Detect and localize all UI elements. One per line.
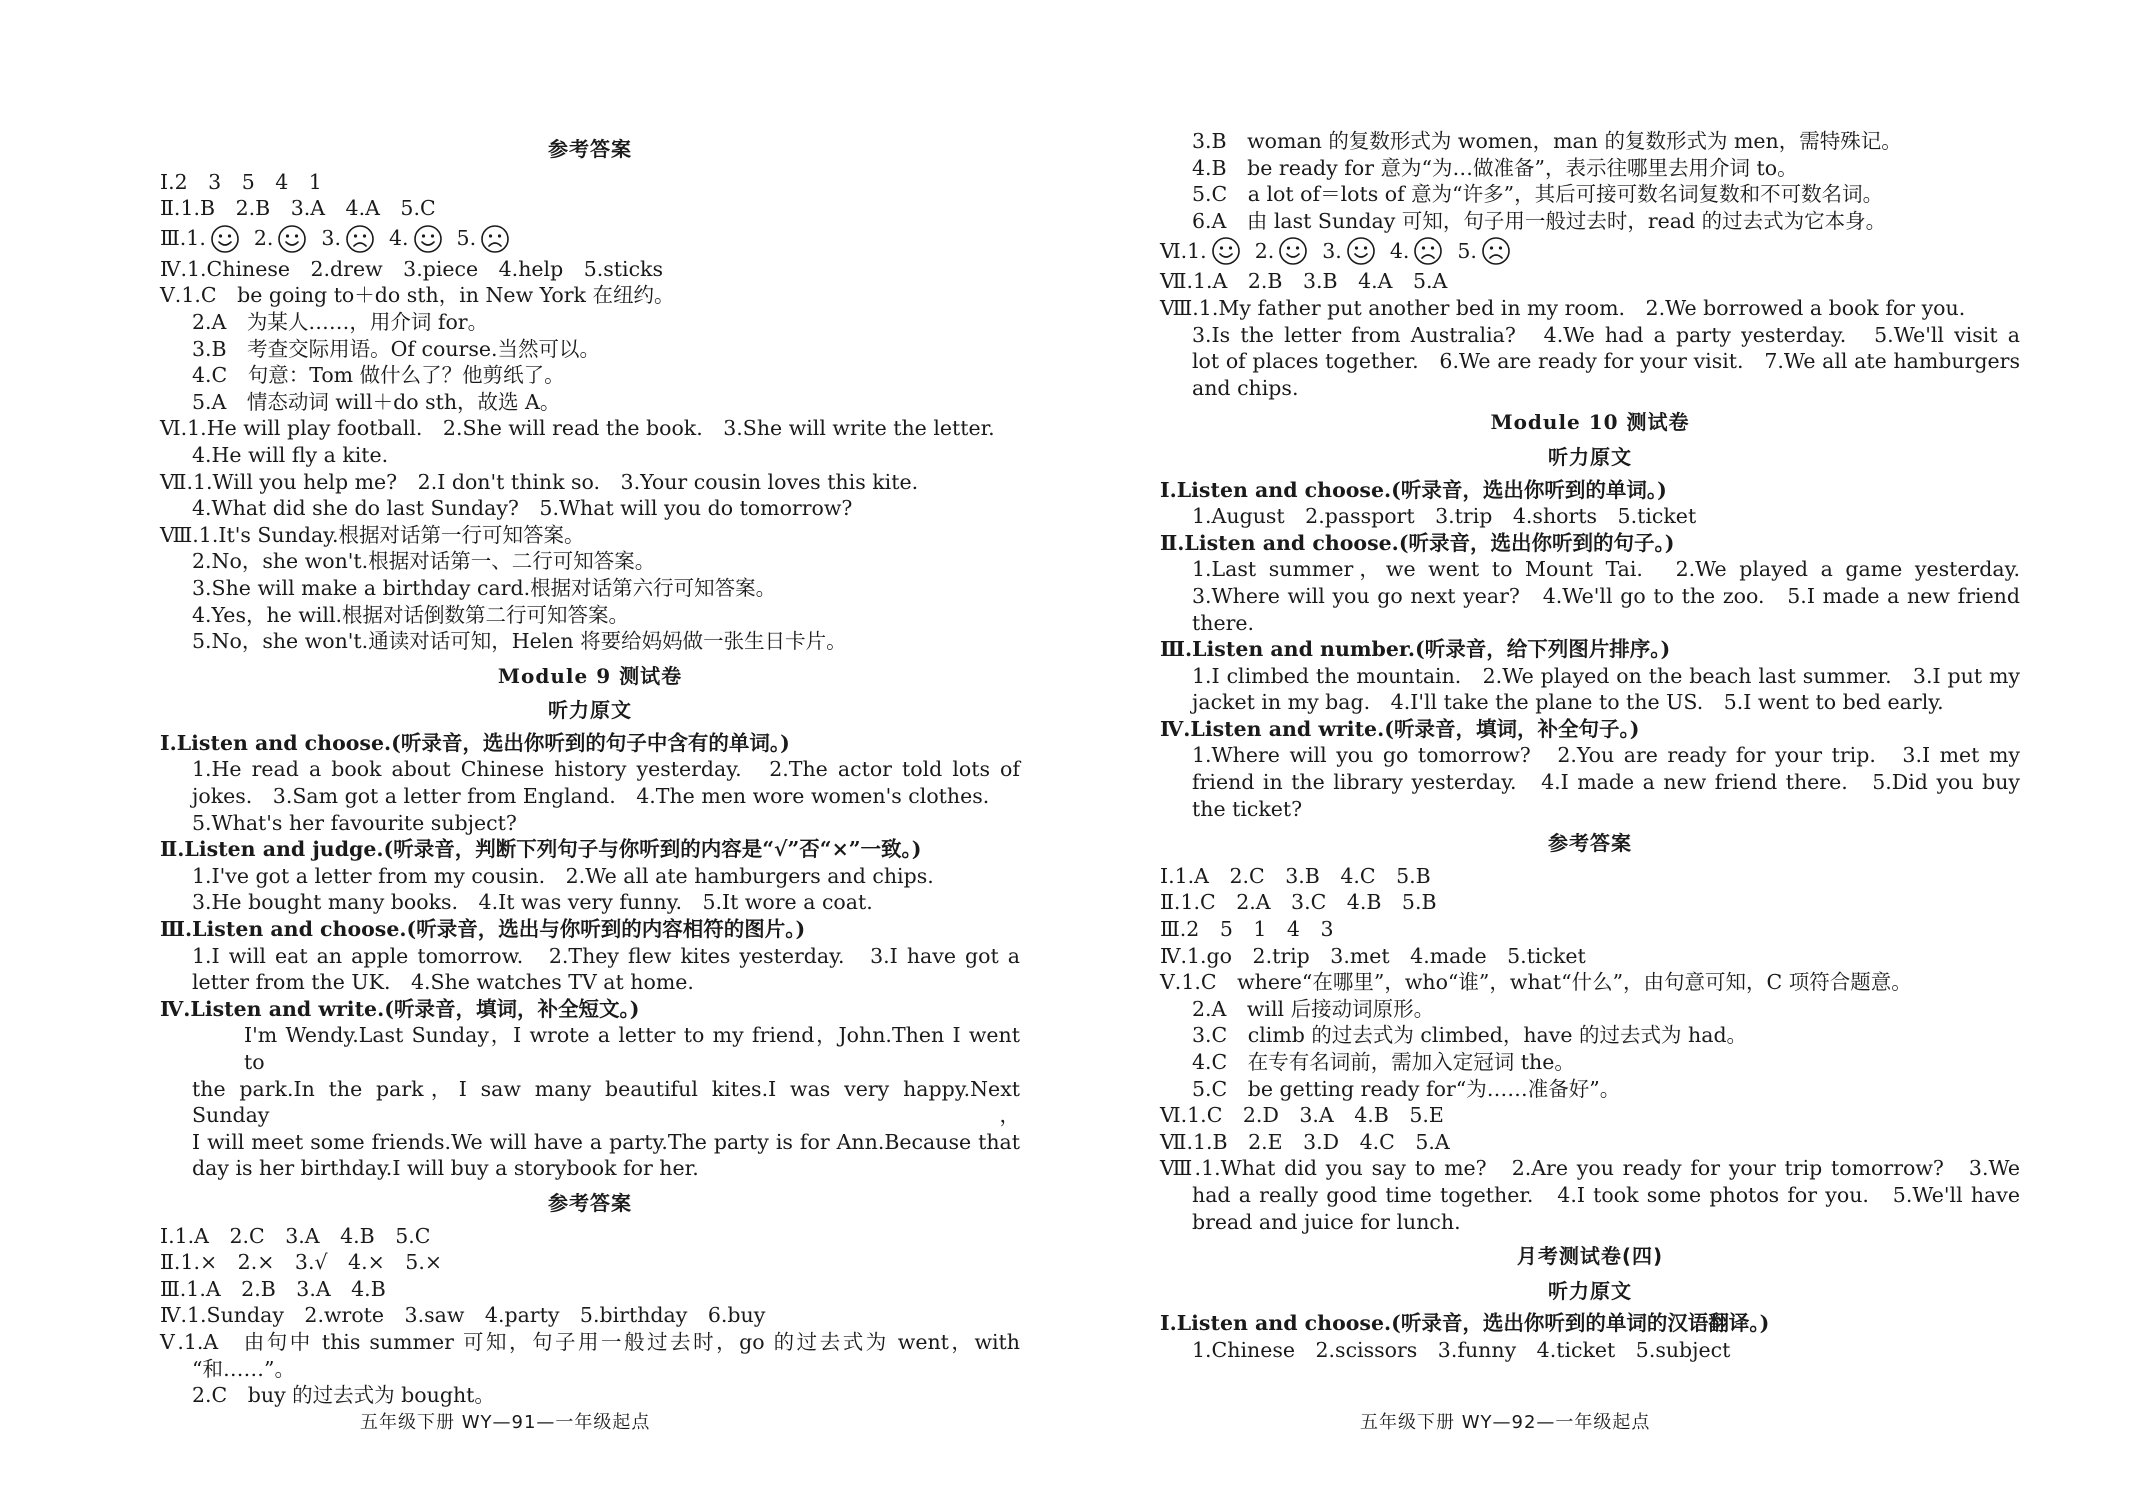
section-number: Ⅵ. <box>1160 239 1188 264</box>
answer-heading: 参考答案 <box>548 1190 632 1215</box>
answer-line: 3.B woman 的复数形式为 women，man 的复数形式为 men，需特殊记。 <box>1192 129 1902 153</box>
answer-line: 5.C be getting ready for“为……准备好”。 <box>1192 1076 1621 1101</box>
answer-line: Ⅵ.1.C 2.D 3.A 4.B 5.E <box>1160 1103 1444 1128</box>
answer-line: Ⅵ.1.He will play football. 2.She will read the book. 3.She will write the letter. <box>160 416 995 441</box>
text-line: I will meet some friends.We will have a party.The party is for Ann.Because that <box>192 1129 1020 1154</box>
text-line: jokes. 3.Sam got a letter from England. 4.The men wore women's clothes. <box>192 784 990 809</box>
answer-line: Ⅶ.1.Will you help me? 2.I don't think so. 3.Your cousin loves this kite. <box>160 469 919 494</box>
text-line: 3.Where will you go next year? 4.We'll go to the zoo. 5.I made a new friend <box>1192 583 2020 608</box>
section-title: Ⅳ.Listen and write.(听录音，填词，补全句子。) <box>1160 716 1640 741</box>
section-title: Ⅲ.Listen and choose.(听录音，选出与你听到的内容相符的图片。) <box>160 917 806 942</box>
listening-heading: 听力原文 <box>1548 1278 1632 1303</box>
answer-line: had a really good time together. 4.I took some photos for you. 5.We'll have <box>1192 1182 2020 1207</box>
happy-face-icon <box>1346 236 1376 266</box>
sad-face-icon <box>345 224 375 254</box>
text-line: letter from the UK. 4.She watches TV at home. <box>192 970 694 995</box>
answer-line: Ⅱ.1.B 2.B 3.A 4.A 5.C <box>160 196 436 221</box>
sad-face-icon <box>1481 236 1511 266</box>
face-answer <box>1187 236 1241 266</box>
answer-heading: 参考答案 <box>1548 831 1632 856</box>
monthly-test-heading: 月考测试卷(四) <box>1516 1244 1664 1269</box>
answer-line: 3.C climb 的过去式为 climbed，have 的过去式为 had。 <box>1192 1023 1748 1048</box>
section-title: Ⅳ.Listen and write.(听录音，填词，补全短文。) <box>160 996 640 1021</box>
text-line: friend in the library yesterday. 4.I made a new friend there. 5.Did you buy <box>1192 770 2020 795</box>
answer-line: 4.B be ready for 意为“为…做准备”，表示往哪里去用介词 to。 <box>1192 155 1798 180</box>
face-answer <box>254 224 308 254</box>
answer-line: bread and juice for lunch. <box>1192 1209 1461 1234</box>
happy-face-icon <box>413 224 443 254</box>
text-line: I'm Wendy.Last Sunday，I wrote a letter to my friend，John.Then I went to <box>244 1023 1020 1074</box>
section-title: Ⅰ.Listen and choose.(听录音，选出你听到的句子中含有的单词。) <box>160 730 790 755</box>
answer-line: Ⅴ.1.C be going to＋do sth，in New York 在纽约。 <box>160 283 675 308</box>
face-number: 5. <box>1457 239 1477 264</box>
page-footer-left: 五年级下册 WY—91—一年级起点 <box>360 1412 651 1433</box>
module-10-heading: Module 10 测试卷 <box>1490 410 1690 435</box>
section-title: Ⅰ.Listen and choose.(听录音，选出你听到的单词的汉语翻译。) <box>1160 1311 1770 1336</box>
section-title: Ⅱ.Listen and choose.(听录音，选出你听到的句子。) <box>1160 530 1675 555</box>
answer-line: lot of places together. 6.We are ready for your visit. 7.We all ate hamburgers <box>1192 349 2020 374</box>
face-number: 1. <box>186 226 206 251</box>
face-number: 3. <box>1322 239 1342 264</box>
text-line: 5.What's her favourite subject? <box>192 810 517 835</box>
right-page <box>1160 128 2020 1364</box>
face-number: 4. <box>388 226 409 251</box>
answer-line: Ⅷ.1.It's Sunday.根据对话第一行可知答案。 <box>160 522 585 547</box>
answer-line: 5.A 情态动词 will＋do sth，故选 A。 <box>192 389 561 414</box>
text-line: 1.Where will you go tomorrow? 2.You are ready for your trip. 3.I met my <box>1192 743 2020 768</box>
answer-heading: 参考答案 <box>548 137 632 161</box>
face-number: 3. <box>321 226 341 251</box>
answer-line: Ⅳ.1.Sunday 2.wrote 3.saw 4.party 5.birthday 6.buy <box>160 1303 766 1328</box>
answer-line: 2.C buy 的过去式为 bought。 <box>192 1383 495 1408</box>
happy-face-icon <box>277 224 307 254</box>
sad-face-icon <box>1413 236 1443 266</box>
left-page <box>160 128 1020 1409</box>
listening-heading: 听力原文 <box>548 698 632 723</box>
answer-line: Ⅴ.1.C where“在哪里”，who“谁”，what“什么”，由句意可知，C 项符合题意。 <box>1160 970 1912 995</box>
answer-line: 4.Yes，he will.根据对话倒数第二行可知答案。 <box>192 602 630 627</box>
happy-face-icon <box>210 224 240 254</box>
text-line: 1.I climbed the mountain. 2.We played on the beach last summer. 3.I put my <box>1192 663 2020 688</box>
section-title: Ⅱ.Listen and judge.(听录音，判断下列句子与你听到的内容是“√”否“×”一致。) <box>160 837 922 862</box>
answer-line: 2.A will 后接动词原形。 <box>1192 996 1435 1021</box>
text-line: jacket in my bag. 4.I'll take the plane to the US. 5.I went to bed early. <box>1192 690 1944 715</box>
face-number: 2. <box>253 226 274 251</box>
text-line: 1.Last summer，we went to Mount Tai. 2.We played a game yesterday. <box>1192 557 2020 582</box>
answer-line: Ⅲ.1.A 2.B 3.A 4.B <box>160 1276 386 1301</box>
face-answer <box>389 224 443 254</box>
answer-line: Ⅲ.2 5 1 4 3 <box>1160 917 1334 942</box>
answer-line: 4.C 句意：Tom 做什么了？他剪纸了。 <box>192 363 565 388</box>
text-line: 1.August 2.passport 3.trip 4.shorts 5.ticket <box>1192 504 1697 529</box>
section-title: Ⅲ.Listen and number.(听录音，给下列图片排序。) <box>1160 637 1671 662</box>
answer-line: 4.What did she do last Sunday? 5.What will you do tomorrow? <box>192 496 853 521</box>
module-9-heading: Module 9 测试卷 <box>497 663 683 688</box>
answer-line: 2.A 为某人……，用介词 for。 <box>192 309 489 334</box>
face-answer <box>186 224 240 254</box>
text-line: the ticket? <box>1192 796 1303 821</box>
answer-line: Ⅳ.1.Chinese 2.drew 3.piece 4.help 5.sticks <box>160 256 664 281</box>
face-number: 1. <box>1187 239 1207 264</box>
answer-line: Ⅷ.1.What did you say to me? 2.Are you ready for your trip tomorrow? 3.We <box>1160 1156 2020 1181</box>
text-line: there. <box>1192 610 1255 635</box>
answer-line: 3.Is the letter from Australia? 4.We had a party yesterday. 5.We'll visit a <box>1192 322 2020 347</box>
face-answer <box>1322 236 1376 266</box>
face-answer <box>321 224 375 254</box>
answer-line: “和……”。 <box>192 1356 295 1381</box>
answer-line: Ⅳ.1.go 2.trip 3.met 4.made 5.ticket <box>1160 943 1586 968</box>
answer-line: 5.C a lot of＝lots of 意为“许多”，其后可接可数名词复数和不可数名词。 <box>1192 182 1884 207</box>
text-line: day is her birthday.I will buy a storybook for her. <box>192 1156 699 1181</box>
answer-line: Ⅷ.1.My father put another bed in my room. 2.We borrowed a book for you. <box>1160 295 1966 320</box>
answer-line: Ⅰ.2 3 5 4 1 <box>160 169 322 194</box>
answer-line: 3.She will make a birthday card.根据对话第六行可知答案。 <box>192 575 777 600</box>
page-footer-right: 五年级下册 WY—92—一年级起点 <box>1360 1412 1651 1433</box>
text-line: 3.He bought many books. 4.It was very funny. 5.It wore a coat. <box>192 890 873 915</box>
answer-line: 6.A 由 last Sunday 可知，句子用一般过去时，read 的过去式为它本身。 <box>1192 208 1887 233</box>
face-answer <box>1390 236 1444 266</box>
face-answer-row <box>160 222 1020 256</box>
answer-line: and chips. <box>1192 375 1299 400</box>
answer-line: Ⅶ.1.B 2.E 3.D 4.C 5.A <box>1160 1129 1450 1154</box>
section-title: Ⅰ.Listen and choose.(听录音，选出你听到的单词。) <box>1160 477 1667 502</box>
answer-line: 4.He will fly a kite. <box>192 442 389 467</box>
answer-line: Ⅰ.1.A 2.C 3.A 4.B 5.C <box>160 1223 431 1248</box>
face-number: 5. <box>456 226 477 251</box>
answer-line: 5.No，she won't.通读对话可知，Helen 将要给妈妈做一张生日卡片。 <box>192 629 847 654</box>
answer-line: 3.B 考查交际用语。Of course.当然可以。 <box>192 336 601 361</box>
listening-heading: 听力原文 <box>1548 444 1632 469</box>
answer-line: Ⅱ.1.× 2.× 3.√ 4.× 5.× <box>160 1250 443 1275</box>
text-line: the park.In the park，I saw many beautiful kites.I was very happy.Next Sunday， <box>192 1076 1020 1128</box>
answer-line: Ⅱ.1.C 2.A 3.C 4.B 5.B <box>1160 890 1437 915</box>
answer-line: Ⅴ.1.A 由句中 this summer 可知，句子用一般过去时，go 的过去式为 went，with <box>160 1329 1020 1354</box>
text-line: 1.Chinese 2.scissors 3.funny 4.ticket 5.subject <box>1192 1337 1731 1362</box>
answer-line: Ⅶ.1.A 2.B 3.B 4.A 5.A <box>1160 269 1448 294</box>
section-number: Ⅲ. <box>160 226 187 251</box>
answer-line: Ⅰ.1.A 2.C 3.B 4.C 5.B <box>1160 863 1431 888</box>
text-line: 1.He read a book about Chinese history yesterday. 2.The actor told lots of <box>192 757 1020 782</box>
happy-face-icon <box>1278 236 1308 266</box>
text-line: 1.I will eat an apple tomorrow. 2.They flew kites yesterday. 3.I have got a <box>192 943 1020 968</box>
face-answer <box>1457 236 1511 266</box>
sad-face-icon <box>480 224 510 254</box>
answer-line: 2.No，she won't.根据对话第一、二行可知答案。 <box>192 549 656 574</box>
answer-line: 4.C 在专有名词前，需加入定冠词 the。 <box>1192 1050 1575 1074</box>
face-number: 2. <box>1254 239 1275 264</box>
happy-face-icon <box>1211 236 1241 266</box>
text-line: 1.I've got a letter from my cousin. 2.We all ate hamburgers and chips. <box>192 863 934 888</box>
face-answer <box>457 224 511 254</box>
face-answer <box>1255 236 1309 266</box>
face-answer-row <box>1160 234 2020 268</box>
face-number: 4. <box>1389 239 1410 264</box>
